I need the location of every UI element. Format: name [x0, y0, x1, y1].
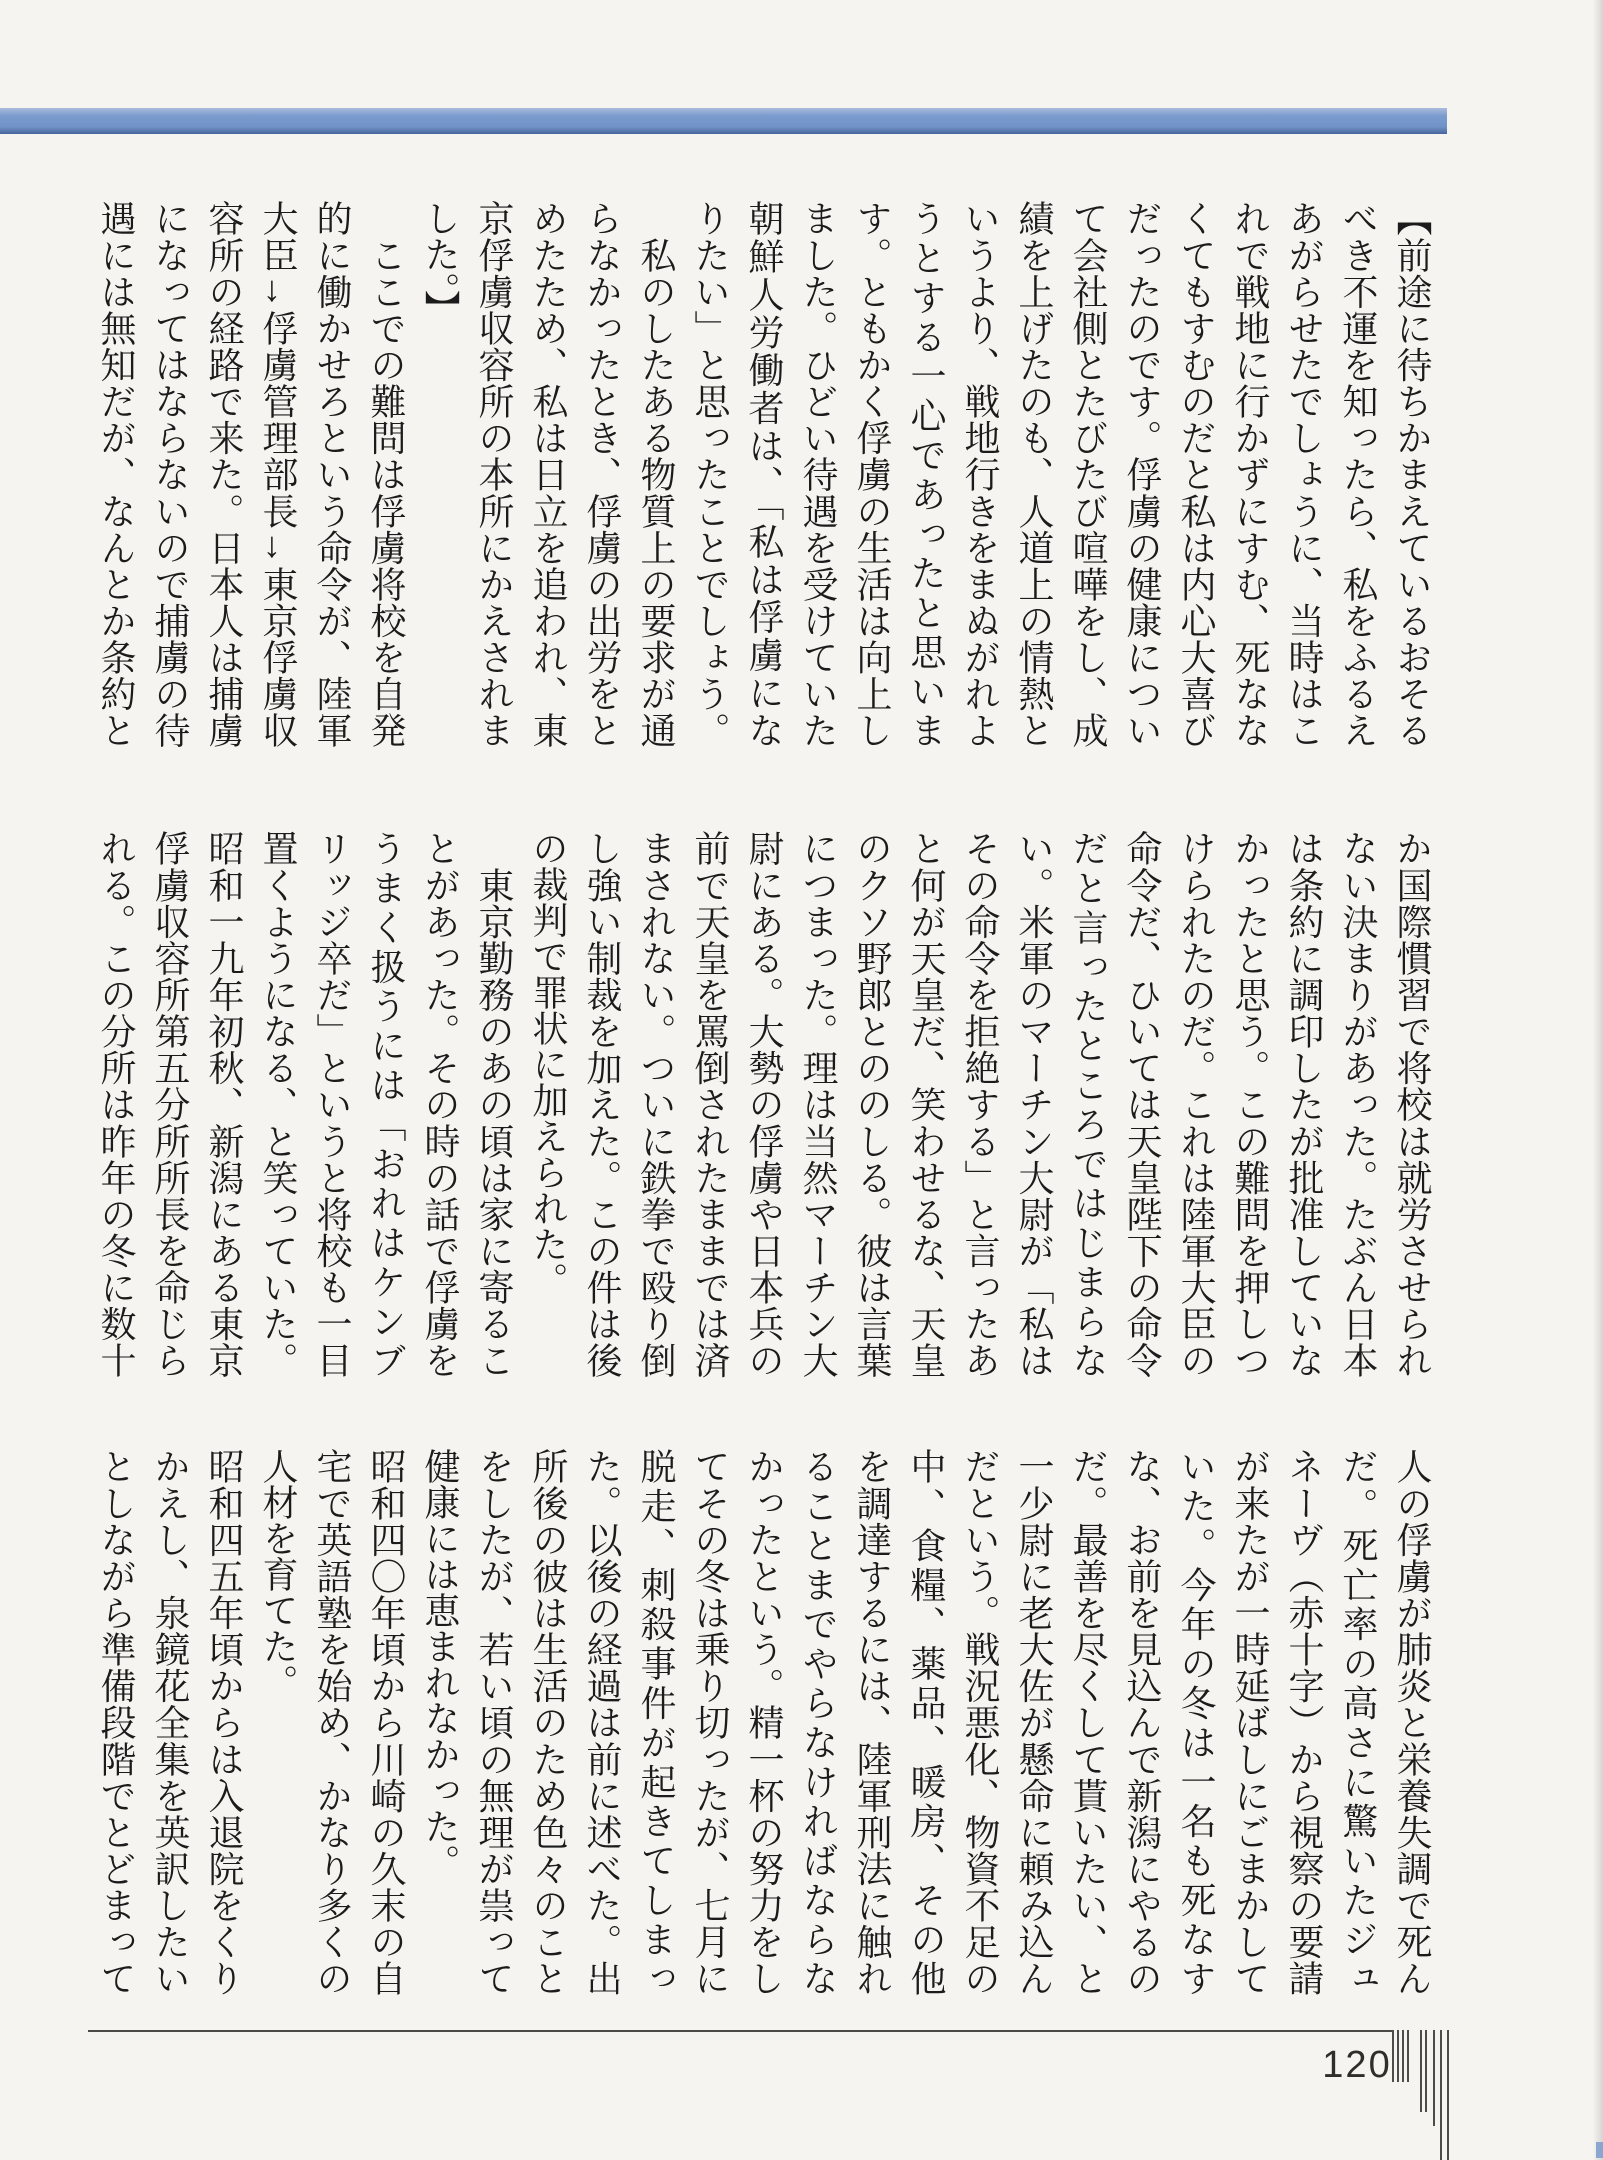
footer-rule	[88, 2030, 1393, 2032]
text-column: 尉にある。大勢の俘虜や日本兵の	[744, 830, 784, 1378]
scan-edge-shadow	[1593, 0, 1603, 2160]
text-column: りたい」と思ったことでしょう。	[690, 200, 730, 748]
page-number: 120	[1322, 2044, 1392, 2086]
text-column: 一少尉に老大佐が懸命に頼み込ん	[1014, 1448, 1054, 1996]
text-column: 前で天皇を罵倒されたままでは済	[690, 830, 730, 1378]
text-column: べき不運を知ったら、私をふるえ	[1338, 200, 1378, 748]
text-column: 【前途に待ちかまえているおそる	[1392, 200, 1432, 748]
text-column: い。米軍のマーチン大尉が「私は	[1014, 830, 1054, 1378]
edge-mark-line	[1407, 2030, 1409, 2082]
text-column: 人材を育てた。	[258, 1448, 298, 1700]
text-column: は条約に調印したが批准していな	[1284, 830, 1324, 1378]
text-column: とがあった。その時の話で俘虜を	[420, 830, 460, 1378]
text-column: けられたのだ。これは陸軍大臣の	[1176, 830, 1216, 1378]
text-column: いうより、戦地行きをまぬがれよ	[960, 200, 1000, 748]
edge-mark-line	[1392, 2030, 1394, 2082]
text-column: し強い制裁を加えた。この件は後	[582, 830, 622, 1378]
text-column: その命令を拒絶する」と言ったあ	[960, 830, 1000, 1378]
text-column: す。ともかく俘虜の生活は向上し	[852, 200, 892, 748]
text-column: リッジ卒だ」というと将校も一目	[312, 830, 352, 1378]
text-column: てその冬は乗り切ったが、七月に	[690, 1448, 730, 1996]
text-column: を調達するには、陸軍刑法に触れ	[852, 1448, 892, 1996]
text-column: ない決まりがあった。たぶん日本	[1338, 830, 1378, 1378]
text-column: だったのです。俘虜の健康につい	[1122, 200, 1162, 748]
text-column: が来たが一時延ばしにごまかして	[1230, 1448, 1270, 1996]
edge-mark-line	[1440, 2030, 1442, 2160]
edge-mark-line	[1433, 2030, 1435, 2126]
text-column: いた。今年の冬は一名も死なす	[1176, 1448, 1216, 1996]
scan-corner-speck	[1596, 2142, 1603, 2158]
text-column: のクソ野郎とののしる。彼は言葉	[852, 830, 892, 1378]
text-column: 的に働かせろという命令が、陸軍	[312, 200, 352, 748]
text-column: 昭和四〇年頃から川崎の久末の自	[366, 1448, 406, 1996]
text-column: 東京勤務のあの頃は家に寄るこ	[474, 830, 514, 1378]
text-column: 大臣→俘虜管理部長→東京俘虜収	[258, 200, 298, 748]
text-column: 容所の経路で来た。日本人は捕虜	[204, 200, 244, 748]
text-column: うとする一心であったと思いま	[906, 200, 946, 748]
text-column: ここでの難問は俘虜将校を自発	[366, 200, 406, 748]
edge-mark-line	[1402, 2030, 1404, 2082]
text-column: につまった。理は当然マーチン大	[798, 830, 838, 1378]
text-band-top	[87, 200, 1439, 748]
text-column: 私のしたある物質上の要求が通	[636, 200, 676, 748]
text-column: ました。ひどい待遇を受けていた	[798, 200, 838, 748]
page-edge-marks	[1392, 2030, 1454, 2160]
text-column: 昭和一九年初秋、新潟にある東京	[204, 830, 244, 1378]
text-column: の裁判で罪状に加えられた。	[528, 830, 568, 1298]
text-column: 命令だ、ひいては天皇陛下の命令	[1122, 830, 1162, 1378]
text-band-bottom	[87, 1448, 1439, 1996]
text-column: うまく扱うには「おれはケンブ	[366, 830, 406, 1378]
text-column: 脱走、刺殺事件が起きてしまっ	[636, 1448, 676, 1996]
text-column: な、お前を見込んで新潟にやるの	[1122, 1448, 1162, 1996]
text-column: かえし、泉鏡花全集を英訳したい	[150, 1448, 190, 1996]
edge-mark-line	[1425, 2030, 1427, 2112]
text-column: 所後の彼は生活のため色々のこと	[528, 1448, 568, 1996]
text-column: 績を上げたのも、人道上の情熱と	[1014, 200, 1054, 748]
edge-mark-line	[1397, 2030, 1399, 2082]
text-column: になってはならないので捕虜の待	[150, 200, 190, 748]
header-rule-bar	[0, 108, 1447, 134]
text-column: か国際慣習で将校は就労させられ	[1392, 830, 1432, 1378]
text-column: としながら準備段階でとどまって	[96, 1448, 136, 1996]
text-column: だという。戦況悪化、物資不足の	[960, 1448, 1000, 1996]
text-column: らなかったとき、俘虜の出労をと	[582, 200, 622, 748]
text-column: だと言ったところではじまらな	[1068, 830, 1108, 1378]
text-column: かったという。精一杯の努力をし	[744, 1448, 784, 1996]
text-column: だ。最善を尽くして貰いたい、と	[1068, 1448, 1108, 1996]
text-column: 中、食糧、薬品、暖房、その他	[906, 1448, 946, 1996]
text-column: て会社側とたびたび喧嘩をし、成	[1068, 200, 1108, 748]
text-column: めたため、私は日立を追われ、東	[528, 200, 568, 748]
text-column: 朝鮮人労働者は、「私は俘虜にな	[744, 200, 784, 748]
text-column: れる。この分所は昨年の冬に数十	[96, 830, 136, 1378]
text-column: した。】	[420, 200, 460, 326]
text-column: 遇には無知だが、なんとか条約と	[96, 200, 136, 748]
text-column: まされない。ついに鉄拳で殴り倒	[636, 830, 676, 1378]
edge-mark-line	[1447, 2030, 1449, 2160]
text-column: 昭和四五年頃からは入退院をくり	[204, 1448, 244, 1996]
text-column: 健康には恵まれなかった。	[420, 1448, 460, 1880]
text-column: ることまでやらなければならな	[798, 1448, 838, 1996]
text-column: 俘虜収容所第五分所所長を命じら	[150, 830, 190, 1378]
text-column: ネーヴ（赤十字）から視察の要請	[1284, 1448, 1324, 1996]
text-column: くてもすむのだと私は内心大喜び	[1176, 200, 1216, 748]
text-column: 置くようになる、と笑っていた。	[258, 830, 298, 1378]
text-column: かったと思う。この難問を押しつ	[1230, 830, 1270, 1378]
text-band-middle	[87, 830, 1439, 1378]
edge-mark-line	[1420, 2030, 1422, 2112]
text-column: れで戦地に行かずにすむ、死なな	[1230, 200, 1270, 748]
text-column: だ。死亡率の高さに驚いたジュ	[1338, 1448, 1378, 1996]
text-column: 宅で英語塾を始め、かなり多くの	[312, 1448, 352, 1996]
text-column: と何が天皇だ、笑わせるな、天皇	[906, 830, 946, 1378]
text-column: た。以後の経過は前に述べた。出	[582, 1448, 622, 1996]
text-column: あがらせたでしょうに、当時はこ	[1284, 200, 1324, 748]
text-column: 京俘虜収容所の本所にかえされま	[474, 200, 514, 748]
text-column: をしたが、若い頃の無理が祟って	[474, 1448, 514, 1996]
text-column: 人の俘虜が肺炎と栄養失調で死ん	[1392, 1448, 1432, 1996]
